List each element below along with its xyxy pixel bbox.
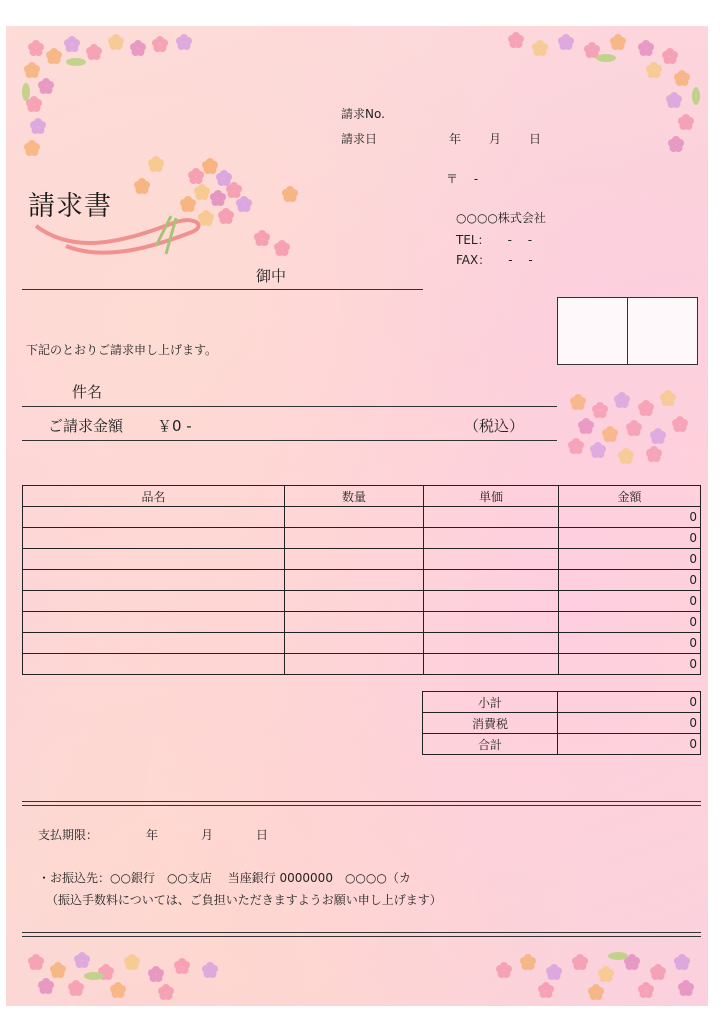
company-tel: TEL： - - bbox=[456, 233, 533, 247]
tax-label: 消費税 bbox=[423, 713, 558, 734]
amount-tax-note: （税込） bbox=[464, 417, 525, 435]
deadline-year: 年 bbox=[146, 828, 159, 842]
tax-row bbox=[423, 713, 701, 734]
subtotal-value: 0 bbox=[558, 692, 701, 713]
header-item-name: 品名 bbox=[23, 486, 285, 507]
stamp-box-1 bbox=[557, 297, 628, 365]
invoice-date-year: 年 bbox=[449, 132, 462, 146]
recipient-line bbox=[22, 289, 423, 290]
header-unit-price: 単価 bbox=[424, 486, 559, 507]
recipient-suffix: 御中 bbox=[256, 267, 287, 285]
total-row bbox=[423, 734, 701, 755]
cell-unit-price[interactable] bbox=[424, 528, 559, 549]
flower-corner-top-left bbox=[22, 34, 192, 156]
table-row bbox=[23, 591, 701, 612]
cell-quantity[interactable] bbox=[285, 570, 424, 591]
total-value: 0 bbox=[558, 734, 701, 755]
flower-cluster-right bbox=[568, 390, 688, 464]
invoice-date-month: 月 bbox=[489, 132, 502, 146]
company-postal: 〒 - bbox=[446, 172, 479, 186]
cell-amount: 0 bbox=[559, 507, 701, 528]
table-row bbox=[23, 507, 701, 528]
cell-unit-price[interactable] bbox=[424, 507, 559, 528]
deadline-month: 月 bbox=[201, 828, 214, 842]
header-quantity: 数量 bbox=[285, 486, 424, 507]
cell-amount: 0 bbox=[559, 528, 701, 549]
deadline-label: 支払期限： bbox=[38, 828, 99, 842]
company-name: ○○○○株式会社 bbox=[456, 211, 546, 225]
cell-item-name[interactable] bbox=[23, 570, 285, 591]
flower-border-bottom-left bbox=[28, 952, 218, 1000]
subtotal-label: 小計 bbox=[423, 692, 558, 713]
invoice-date-label: 請求日 bbox=[341, 132, 378, 146]
cell-unit-price[interactable] bbox=[424, 570, 559, 591]
cell-amount: 0 bbox=[559, 612, 701, 633]
fee-note: （振込手数料については、ご負担いただきますようお願い申し上げます） bbox=[46, 893, 442, 907]
cell-unit-price[interactable] bbox=[424, 633, 559, 654]
cell-item-name[interactable] bbox=[23, 612, 285, 633]
table-row bbox=[23, 549, 701, 570]
cell-unit-price[interactable] bbox=[424, 549, 559, 570]
cell-unit-price[interactable] bbox=[424, 612, 559, 633]
invoice-page bbox=[6, 26, 708, 1006]
payment-divider-bottom bbox=[22, 932, 701, 937]
cell-quantity[interactable] bbox=[285, 633, 424, 654]
invoice-no-label: 請求No. bbox=[341, 107, 385, 121]
document-title: 請求書 bbox=[28, 191, 112, 222]
table-row bbox=[23, 528, 701, 549]
summary-table bbox=[422, 691, 701, 755]
cell-item-name[interactable] bbox=[23, 591, 285, 612]
cell-quantity[interactable] bbox=[285, 612, 424, 633]
cell-amount: 0 bbox=[559, 633, 701, 654]
cell-quantity[interactable] bbox=[285, 507, 424, 528]
cell-amount: 0 bbox=[559, 570, 701, 591]
cell-quantity[interactable] bbox=[285, 528, 424, 549]
amount-label: ご請求金額 bbox=[48, 417, 124, 435]
table-row bbox=[23, 633, 701, 654]
bank-info: ・お振込先：○○銀行 ○○支店 当座銀行 0000000 ○○○○（カ bbox=[38, 871, 411, 885]
cell-item-name[interactable] bbox=[23, 549, 285, 570]
tax-value: 0 bbox=[558, 713, 701, 734]
amount-value: ￥0 - bbox=[157, 417, 192, 435]
cell-amount: 0 bbox=[559, 654, 701, 675]
subtotal-row bbox=[423, 692, 701, 713]
cell-item-name[interactable] bbox=[23, 528, 285, 549]
flower-border-bottom-right bbox=[496, 952, 694, 1000]
cell-item-name[interactable] bbox=[23, 507, 285, 528]
table-row bbox=[23, 570, 701, 591]
amount-line bbox=[22, 440, 557, 441]
subject-line bbox=[22, 406, 557, 407]
table-row bbox=[23, 654, 701, 675]
stamp-box-2 bbox=[627, 297, 698, 365]
deadline-day: 日 bbox=[256, 828, 269, 842]
invoice-date-day: 日 bbox=[529, 132, 542, 146]
subject-label: 件名 bbox=[72, 383, 103, 401]
intro-text: 下記のとおりご請求申し上げます。 bbox=[26, 343, 218, 357]
cell-amount: 0 bbox=[559, 591, 701, 612]
cell-quantity[interactable] bbox=[285, 591, 424, 612]
cell-amount: 0 bbox=[559, 549, 701, 570]
payment-divider-top bbox=[22, 801, 701, 806]
table-row bbox=[23, 612, 701, 633]
cell-quantity[interactable] bbox=[285, 549, 424, 570]
cell-unit-price[interactable] bbox=[424, 591, 559, 612]
total-label: 合計 bbox=[423, 734, 558, 755]
items-header-row bbox=[23, 486, 701, 507]
cell-item-name[interactable] bbox=[23, 654, 285, 675]
cell-item-name[interactable] bbox=[23, 633, 285, 654]
cell-unit-price[interactable] bbox=[424, 654, 559, 675]
items-table bbox=[22, 485, 701, 675]
header-amount: 金額 bbox=[559, 486, 701, 507]
company-fax: FAX： - - bbox=[456, 253, 533, 267]
cell-quantity[interactable] bbox=[285, 654, 424, 675]
